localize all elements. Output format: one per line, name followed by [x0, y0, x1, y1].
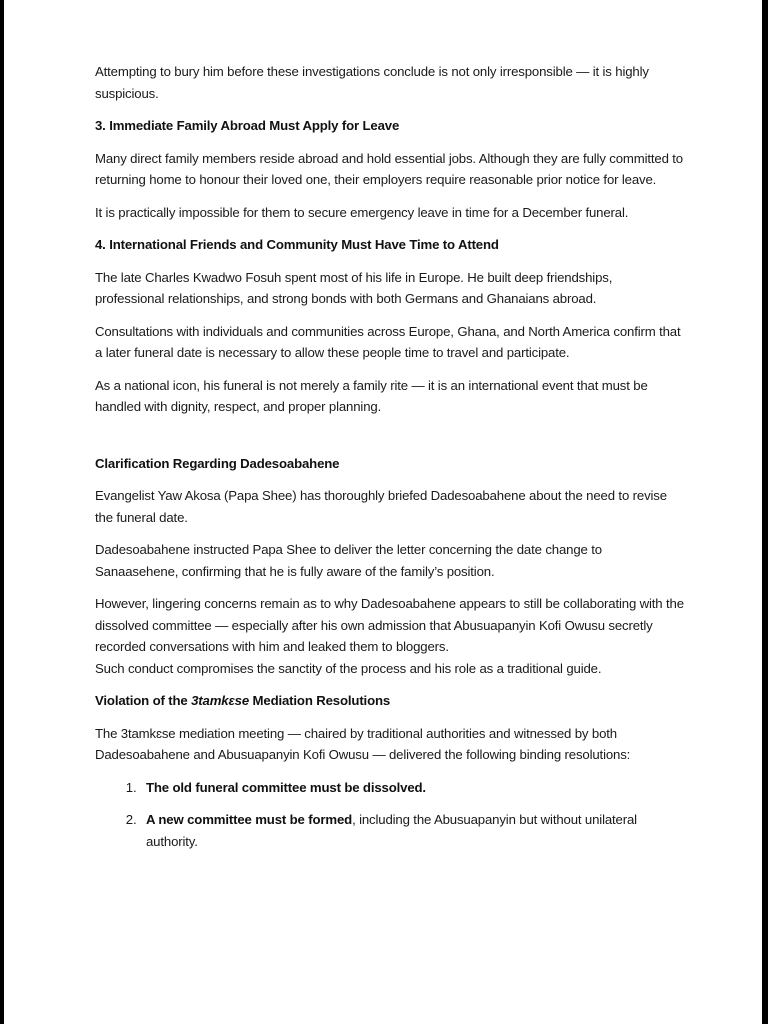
- resolution-item: [140, 809, 685, 852]
- section-4-paragraph: The late Charles Kwadwo Fosuh spent most of his life in Europe. He built deep friendships, professional relationships, and strong bonds with both Germans and Ghanaians abroad.: [95, 269, 613, 306]
- section-4-paragraph: Consultations with individuals and communities across Europe, Ghana, and North America confirm that a later funeral date is necessary to allow these people time to travel and participate.: [95, 323, 681, 360]
- section-3-paragraph: Many direct family members reside abroad and hold essential jobs. Although they are fully committed to returning home to honour their loved one, their employers require reasonable prior notice for leave.: [95, 150, 683, 187]
- violation-heading-suffix: Mediation Resolutions: [249, 693, 391, 708]
- resolution-bold: The old funeral committee must be dissolved.: [146, 779, 426, 795]
- document-body: [95, 61, 685, 863]
- section-4-paragraph: As a national icon, his funeral is not merely a family rite — it is an international event that must be handled with dignity, respect, and proper planning.: [95, 377, 648, 414]
- violation-heading-italic: 3tamkɛse: [191, 693, 250, 708]
- violation-intro: The 3tamkɛse mediation meeting — chaired by traditional authorities and witnessed by both Dadesoabahene and Abusuapanyin Kofi Owusu — delivered the following binding resolutions:: [95, 725, 631, 762]
- resolution-rest: , including the Abusuapanyin but without unilateral authority.: [146, 812, 637, 849]
- clarification-paragraph: Such conduct compromises the sanctity of the process and his role as a traditional guide.: [95, 660, 602, 676]
- violation-heading-prefix: Violation of the: [95, 693, 192, 708]
- resolution-bold: A new committee must be formed: [146, 812, 353, 827]
- clarification-paragraph: Dadesoabahene instructed Papa Shee to deliver the letter concerning the date change to Sanaasehene, confirming that he is fully aware of the family’s position.: [95, 542, 602, 579]
- intro-paragraph: Attempting to bury him before these investigations conclude is not only irresponsible — it is highly suspicious.: [95, 64, 649, 101]
- section-3-heading: 3. Immediate Family Abroad Must Apply for Leave: [95, 118, 400, 133]
- violation-heading: [95, 690, 685, 712]
- resolutions-list: [95, 777, 685, 853]
- resolution-item: [140, 777, 685, 799]
- clarification-paragraph: However, lingering concerns remain as to why Dadesoabahene appears to still be collaborating with the dissolved committee — especially after his own admission that Abusuapanyin Kofi Owusu secretly recorded conversations with him and leaked them to bloggers.: [95, 596, 684, 654]
- clarification-paragraph: Evangelist Yaw Akosa (Papa Shee) has thoroughly briefed Dadesoabahene about the need to revise the funeral date.: [95, 488, 667, 525]
- section-4-heading: 4. International Friends and Community Must Have Time to Attend: [95, 237, 499, 252]
- section-3-paragraph: It is practically impossible for them to secure emergency leave in time for a December funeral.: [95, 204, 629, 220]
- document-page: [4, 0, 762, 1024]
- clarification-heading: Clarification Regarding Dadesoabahene: [95, 455, 340, 471]
